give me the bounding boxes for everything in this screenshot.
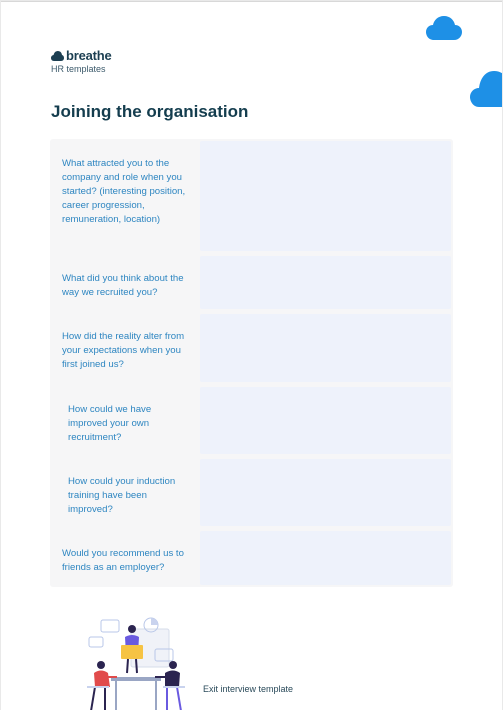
answer-field[interactable]	[200, 314, 451, 382]
brand-name: breathe	[66, 48, 112, 63]
question-label: How did the reality alter from your expectations when you first joined us?	[52, 314, 198, 382]
answer-field[interactable]	[200, 256, 451, 309]
question-row	[50, 256, 453, 309]
question-row	[50, 531, 453, 585]
cloud-logo-icon	[51, 51, 64, 61]
cloud-icon	[426, 16, 462, 40]
question-label: What attracted you to the company and role when you started? (interesting position, career progression, remuneration, location)	[52, 141, 198, 251]
team-meeting-illustration	[81, 615, 191, 710]
question-row	[50, 459, 453, 526]
question-row	[50, 141, 453, 251]
answer-field[interactable]	[200, 387, 451, 454]
question-label: Would you recommend us to friends as an employer?	[52, 531, 198, 585]
document-page	[1, 1, 502, 710]
question-label: How could we have improved your own recruitment?	[52, 387, 198, 454]
question-table	[50, 139, 453, 587]
question-row	[50, 314, 453, 382]
cloud-icon	[470, 71, 502, 107]
brand-header	[51, 48, 112, 74]
brand-subtitle: HR templates	[51, 64, 106, 74]
section-title: Joining the organisation	[51, 102, 249, 121]
question-row	[50, 387, 453, 454]
answer-field[interactable]	[200, 459, 451, 526]
question-label: What did you think about the way we recruited you?	[52, 256, 198, 309]
footer-label: Exit interview template	[203, 684, 294, 694]
question-label: How could your induction training have been improved?	[52, 459, 198, 526]
answer-field[interactable]	[200, 531, 451, 585]
answer-field[interactable]	[200, 141, 451, 251]
